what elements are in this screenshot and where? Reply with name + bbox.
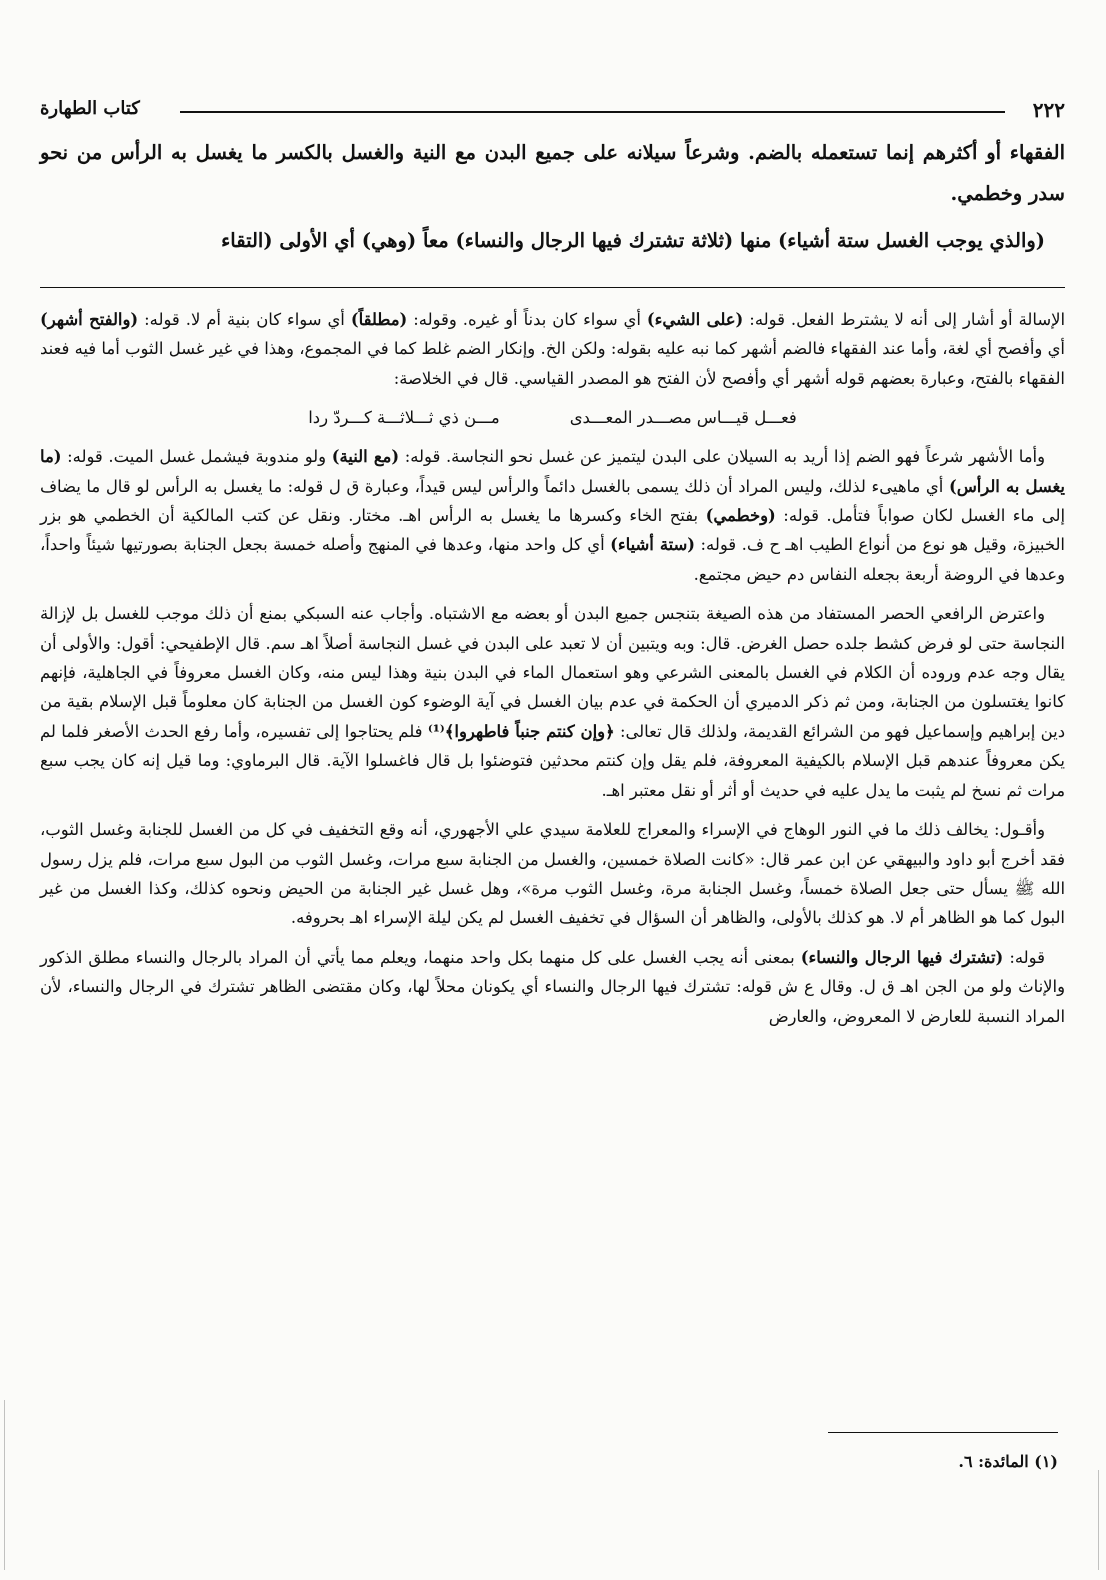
book-title: كتاب الطهارة: [40, 98, 140, 119]
commentary-text: [40, 305, 1065, 1041]
commentary-paragraph: [40, 599, 1065, 805]
matn-paragraph: (والذي يوجب الغسل ستة أشياء) منها (ثلاثة تشترك فيها الرجال والنساء) معاً (وهي) أي الأولى (التقاء: [221, 229, 1045, 252]
text-run: فلم يحتاجوا إلى تفسيره، وأما رفع الحدث الأصغر فلما لم يكن معروفاً عندهم قبل الإسلام بالكيفية المعروفة، فلم يقل وإن كنتم محدثين فتوضئوا بل قال فاغسلوا الآية. قال البرماوي: وما قيل إنه كان يجب سبع مرات ثم نسخ لم يثبت ما يدل عليه في حديث أو أثر أو نقل معتبر اهـ.: [40, 721, 1065, 800]
quoted-lemma: (مع النية): [331, 447, 400, 467]
text-run: أي كل واحد منها، وعدها في المنهج وأصله خمسة بجعل الجنابة بصورتيها شيئاً واحداً، وعدها في الروضة أربعة بجعله النفاس دم حيض مجتمع.: [40, 535, 1065, 584]
running-header: [40, 96, 1065, 126]
page-number: ٢٢٢: [1032, 98, 1065, 122]
text-run: وأما الأشهر شرعاً فهو الضم إذا أريد به السيلان على البدن ليتميز عن غسل نحو النجاسة. قوله:: [399, 447, 1045, 467]
quoted-lemma: (مطلقاً): [350, 310, 408, 329]
text-run: قوله:: [1003, 947, 1045, 967]
scan-edge-mark: [1098, 1470, 1099, 1570]
matn-paragraph: الفقهاء أو أكثرهم إنما تستعمله بالضم. وشرعاً سيلانه على جميع البدن مع النية والغسل بالكسر ما يغسل به الرأس من نحو سدر وخطمي.: [40, 141, 1065, 205]
text-run: أي سواء كان بدناً أو غيره. وقوله:: [407, 310, 647, 329]
text-run: ولو مندوبة فيشمل غسل الميت. قوله:: [61, 447, 332, 467]
footnote: (١) المائدة: ٦.: [958, 1452, 1058, 1471]
text-run: أي وأفصح أي لغة، وأما عند الفقهاء فالضم أشهر كما نبه عليه بقوله: ولكن الخ. وإنكار الضم غلط كما في المجموع، وهذا في غير غسل الثوب أما فيه فعند الفقهاء بالفتح، وعبارة بعضهم قوله أشهر أي وأفصح لأن الفتح هو المصدر القياسي. قال في الخلاصة:: [40, 339, 1065, 388]
quoted-lemma: ⁽¹⁾: [427, 721, 445, 741]
text-run: الإسالة أو أشار إلى أنه لا يشترط الفعل. قوله:: [743, 310, 1066, 329]
quoted-lemma: (ستة أشياء): [610, 535, 696, 555]
text-run: واعترض الرافعي الحصر المستفاد من هذه الصيغة بتنجس جميع البدن أو بعضه مع الاشتباه. وأجاب عنه السبكي بمنع أن ذلك موجب للغسل بل لإزالة النجاسة حتى لو فرض كشط جلده حصل الغرض. قال: وبه ويتبين أن لا تعبد على البدن في غسل النجاسة أصلاً اهـ سم. قال الإطفيحي: أقول: والأولى أن يقال وجه عدم وروده أن الكلام في الغسل بالمعنى الشرعي وهو استعمال الماء في البدن بنية وهذا ليس منه، وكان الغسل معروفاً في الجاهلية، فإنهم كانوا يغتسلون من الجنابة، ومن ثم ذكر الدميري أن الحكمة في عدم بيان الغسل في آية الوضوء كون الغسل من الجنابة كان معلوماً قبل الإسلام بقية من دين إبراهيم وإسماعيل فهو من الشرائع القديمة، ولذلك قال تعالى:: [40, 604, 1066, 741]
poem-hemistich: مـــن ذي ثـــلاثـــة كـــردّ ردا: [308, 408, 500, 428]
commentary-paragraph: [40, 305, 1065, 393]
quoted-lemma: (ما يغسل به الرأس): [40, 447, 1065, 496]
commentary-paragraph: [40, 442, 1065, 589]
header-rule: [180, 111, 1005, 113]
commentary-paragraph: [40, 943, 1065, 1031]
quoted-lemma: (تشترك فيها الرجال والنساء): [800, 947, 1004, 967]
matn-text: [40, 132, 1065, 261]
quoted-lemma: (وخطمي): [705, 506, 776, 526]
text-run: أي ماهيىء لذلك، وليس المراد أن ذلك يسمى بالغسل دائماً والرأس ليس قيداً، وعبارة ق ل قوله: ما يغسل به الرأس لو قال ما يضاف إلى ماء الغسل لكان صواباً فتأمل. قوله:: [40, 476, 1065, 526]
poem-verse: [40, 403, 1065, 432]
text-run: بمعنى أنه يجب الغسل على كل منهما بكل واحد منهما، ويعلم مما يأتي أن المراد بالرجال والنساء مطلق الذكور والإناث ولو من الجن اهـ ق ل. وقال ع ش قوله: تشترك فيها الرجال والنساء أي يكونان محلاً لها، وكان مقتضى الظاهر تشترك في الرجال والنساء، لأن المراد النسبة للعارض لا المعروض، والعارض: [40, 947, 1065, 1026]
text-run: وأقـول: يخالف ذلك ما في النور الوهاج في الإسراء والمعراج للعلامة سيدي علي الأجهوري، أنه وقع التخفيف في كل من الغسل للجنابة وغسل الثوب، فقد أخرج أبو داود والبيهقي عن ابن عمر قال: «كانت الصلاة خمسين، والغسل من الجنابة سبع مرات، وغسل الثوب من البول سبع مرات، فلم يزل رسول الله ﷺ يسأل حتى جعل الصلاة خمساً، وغسل الجنابة مرة، وغسل الثوب مرة»، وهل غسل غير الجنابة من الحيض ونحوه كذلك، وكذا الغسل من غير البول كما هو الظاهر أم لا. هو كذلك بالأولى، والظاهر أن السؤال في تخفيف الغسل لم يكن ليلة الإسراء اهـ بحروفه.: [40, 820, 1065, 928]
footnote-separator: [828, 1432, 1058, 1433]
text-run: أي سواء كان بنية أم لا. قوله:: [138, 310, 351, 329]
text-run: بفتح الخاء وكسرها ما يغسل به الرأس اهـ. مختار. ونقل عن كتب المالكية أن الخطمي هو بزر الخبيزة، وقيل هو نوع من أنواع الطيب اهـ ح ف. قوله:: [40, 506, 1065, 555]
matn-separator: [40, 287, 1065, 288]
quoted-lemma: (على الشيء): [646, 310, 744, 329]
commentary-paragraph: [40, 815, 1065, 933]
poem-hemistich: فعـــل قيـــاس مصـــدر المعـــدى: [569, 408, 797, 428]
scan-edge-mark: [4, 1400, 5, 1570]
quoted-lemma: (والفتح أشهر): [40, 310, 139, 329]
quoted-lemma: ﴿وإن كنتم جنباً فاطهروا﴾: [444, 721, 615, 741]
